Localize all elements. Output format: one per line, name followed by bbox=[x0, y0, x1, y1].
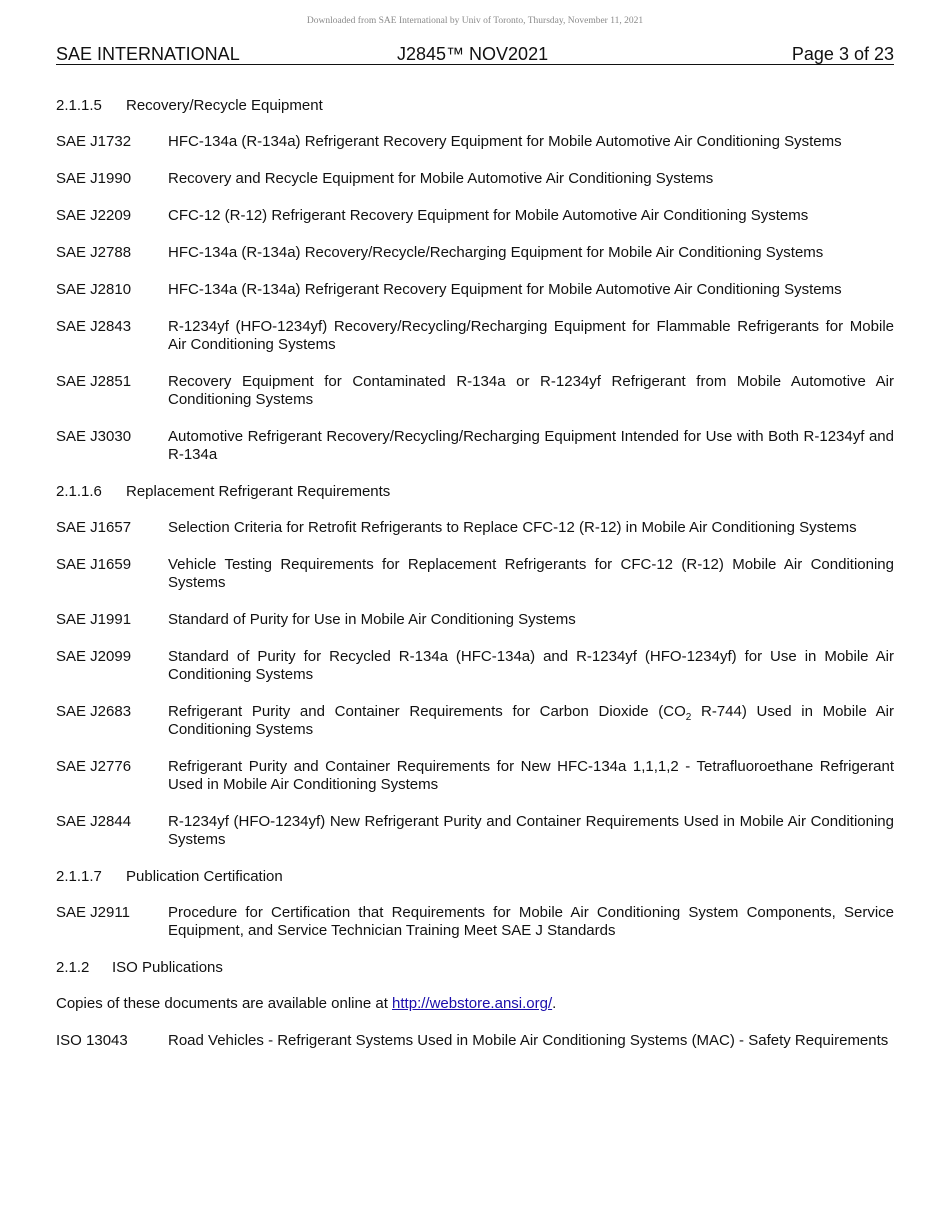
reference-code: SAE J2844 bbox=[56, 813, 132, 830]
reference-code: SAE J2099 bbox=[56, 648, 132, 665]
reference-title: HFC-134a (R-134a) Recovery/Recycle/Recharging Equipment for Mobile Air Conditioning Systems bbox=[168, 244, 824, 261]
reference-code: SAE J1657 bbox=[56, 519, 132, 536]
section-heading bbox=[56, 959, 894, 977]
subscript-2: 2 bbox=[685, 712, 692, 723]
reference-entry bbox=[56, 1032, 894, 1050]
reference-code: SAE J2843 bbox=[56, 318, 132, 335]
reference-title: Vehicle Testing Requirements for Replacement Refrigerants for CFC-12 (R-12) Mobile Air Conditioning Systems bbox=[168, 556, 894, 591]
section-heading bbox=[56, 868, 894, 886]
page-header bbox=[56, 44, 894, 65]
section-title: Publication Certification bbox=[126, 868, 283, 885]
reference-code: SAE J1991 bbox=[56, 611, 132, 628]
intro-text-end: . bbox=[552, 995, 557, 1012]
reference-code: SAE J2683 bbox=[56, 703, 132, 720]
reference-entry bbox=[56, 281, 894, 299]
section-number: 2.1.2 bbox=[56, 959, 90, 976]
reference-title: HFC-134a (R-134a) Refrigerant Recovery Equipment for Mobile Automotive Air Conditioning Systems bbox=[168, 281, 842, 298]
reference-entry bbox=[56, 611, 894, 629]
reference-title: CFC-12 (R-12) Refrigerant Recovery Equipment for Mobile Automotive Air Conditioning Systems bbox=[168, 207, 809, 224]
reference-code: SAE J2911 bbox=[56, 904, 130, 921]
section-number: 2.1.1.5 bbox=[56, 97, 102, 114]
reference-title: Standard of Purity for Use in Mobile Air Conditioning Systems bbox=[168, 611, 576, 628]
reference-title bbox=[168, 703, 894, 739]
reference-entry bbox=[56, 170, 894, 188]
reference-title: Refrigerant Purity and Container Requirements for New HFC-134a 1,1,1,2 - Tetrafluoroethane Refrigerant Used in Mobile Air Conditioning Systems bbox=[168, 758, 894, 793]
reference-entry bbox=[56, 133, 894, 151]
reference-entry bbox=[56, 519, 894, 537]
reference-code: SAE J2776 bbox=[56, 758, 132, 775]
reference-entry bbox=[56, 813, 894, 849]
reference-title: Selection Criteria for Retrofit Refrigerants to Replace CFC-12 (R-12) in Mobile Air Conditioning Systems bbox=[168, 519, 857, 536]
reference-code: SAE J1659 bbox=[56, 556, 132, 573]
reference-title-part: R-744) Used in Mobile Air Conditioning Systems bbox=[168, 703, 894, 738]
download-watermark: Downloaded from SAE International by Univ of Toronto, Thursday, November 11, 2021 bbox=[306, 16, 644, 26]
header-doc-id: J2845™ NOV2021 bbox=[397, 44, 549, 64]
reference-entry bbox=[56, 904, 894, 940]
reference-entry bbox=[56, 207, 894, 225]
reference-entry bbox=[56, 428, 894, 464]
reference-code: SAE J2851 bbox=[56, 373, 132, 390]
reference-title: Road Vehicles - Refrigerant Systems Used in Mobile Air Conditioning Systems (MAC) - Safety Requirements bbox=[168, 1032, 889, 1049]
section-title: Recovery/Recycle Equipment bbox=[126, 97, 323, 114]
section-heading bbox=[56, 483, 894, 501]
reference-entry bbox=[56, 373, 894, 409]
reference-code: SAE J3030 bbox=[56, 428, 132, 445]
header-page-number: Page 3 of 23 bbox=[791, 44, 894, 64]
reference-code: SAE J2788 bbox=[56, 244, 132, 261]
intro-text: Copies of these documents are available online at bbox=[56, 995, 393, 1012]
document-body bbox=[56, 97, 894, 1069]
reference-entry bbox=[56, 244, 894, 262]
reference-code: SAE J1732 bbox=[56, 133, 132, 150]
reference-entry bbox=[56, 318, 894, 354]
reference-title-part: Refrigerant Purity and Container Requirements for Carbon Dioxide (CO bbox=[168, 703, 686, 720]
reference-entry bbox=[56, 758, 894, 794]
section-number: 2.1.1.7 bbox=[56, 868, 102, 885]
reference-entry bbox=[56, 556, 894, 592]
header-org: SAE INTERNATIONAL bbox=[56, 44, 240, 64]
reference-code: SAE J1990 bbox=[56, 170, 132, 187]
section-title: ISO Publications bbox=[112, 959, 223, 976]
reference-title: Recovery Equipment for Contaminated R-134a or R-1234yf Refrigerant from Mobile Automotive Air Conditioning Systems bbox=[168, 373, 894, 408]
reference-title: Recovery and Recycle Equipment for Mobile Automotive Air Conditioning Systems bbox=[168, 170, 714, 187]
intro-paragraph bbox=[56, 995, 894, 1013]
section-number: 2.1.1.6 bbox=[56, 483, 102, 500]
section-title: Replacement Refrigerant Requirements bbox=[126, 483, 391, 500]
reference-title: HFC-134a (R-134a) Refrigerant Recovery Equipment for Mobile Automotive Air Conditioning Systems bbox=[168, 133, 842, 150]
reference-title: Automotive Refrigerant Recovery/Recycling/Recharging Equipment Intended for Use with Both R-1234yf and R-134a bbox=[168, 428, 894, 463]
reference-code: SAE J2810 bbox=[56, 281, 132, 298]
reference-title: Procedure for Certification that Requirements for Mobile Air Conditioning System Components, Service Equipment, and Service Technician Training Meet SAE J Standards bbox=[168, 904, 894, 939]
reference-code: ISO 13043 bbox=[56, 1032, 128, 1049]
reference-title: R-1234yf (HFO-1234yf) New Refrigerant Purity and Container Requirements Used in Mobile Air Conditioning Systems bbox=[168, 813, 894, 848]
reference-entry bbox=[56, 703, 894, 739]
reference-code: SAE J2209 bbox=[56, 207, 132, 224]
reference-title: Standard of Purity for Recycled R-134a (HFC-134a) and R-1234yf (HFO-1234yf) for Use in Mobile Air Conditioning Systems bbox=[168, 648, 894, 683]
reference-entry bbox=[56, 648, 894, 684]
section-heading bbox=[56, 97, 894, 115]
reference-title: R-1234yf (HFO-1234yf) Recovery/Recycling/Recharging Equipment for Flammable Refrigerants for Mobile Air Conditioning Systems bbox=[168, 318, 894, 353]
ansi-webstore-link[interactable]: http://webstore.ansi.org/ bbox=[392, 995, 553, 1012]
